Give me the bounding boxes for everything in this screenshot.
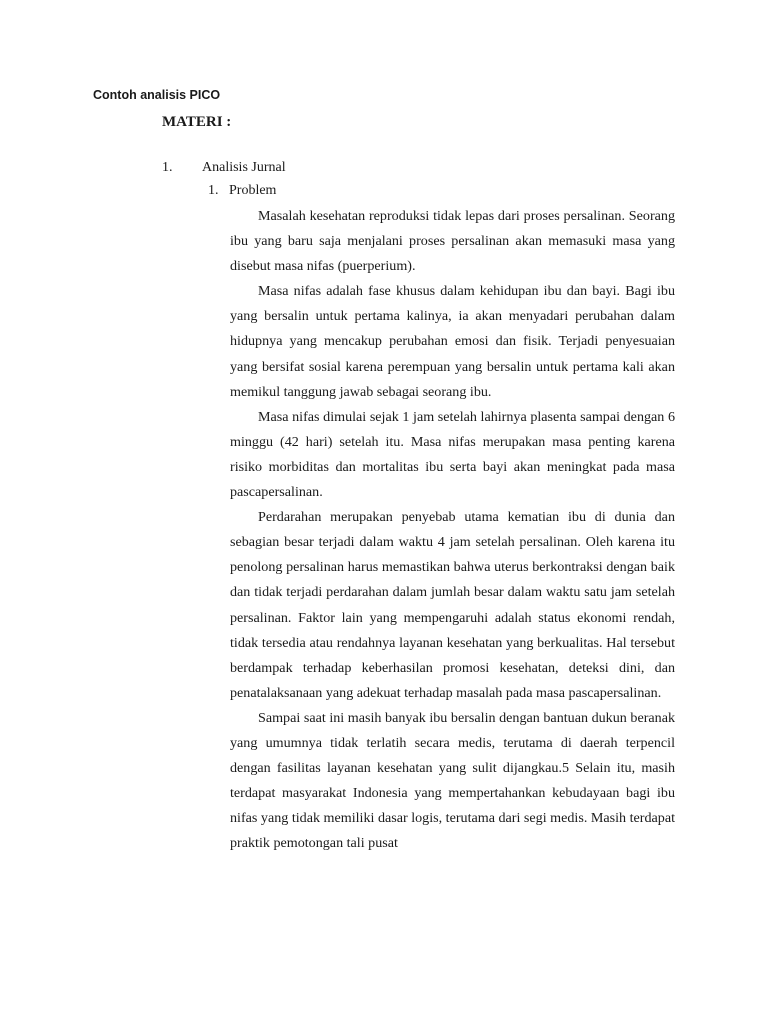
document-heading: Contoh analisis PICO — [93, 88, 221, 102]
paragraph: Masa nifas dimulai sejak 1 jam setelah lahirnya plasenta sampai dengan 6 minggu (42 hari) setelah itu. Masa nifas merupakan masa penting karena risiko morbiditas dan mortalitas ibu serta bayi akan meningkat pada masa pascapersalinan. — [230, 408, 675, 501]
paragraph: Masalah kesehatan reproduksi tidak lepas dari proses persalinan. Seorang ibu yang baru saja menjalani proses persalinan akan memasuki masa yang disebut masa nifas (puerperium). — [230, 208, 675, 275]
sublist-item-number: 1. — [208, 183, 219, 198]
list-item-label: Analisis Jurnal — [202, 160, 286, 175]
paragraph: Perdarahan merupakan penyebab utama kematian ibu di dunia dan sebagian besar terjadi dalam waktu 4 jam setelah persalinan. Oleh karena itu penolong persalinan harus memastikan bahwa uterus berkontraksi dengan baik dan tidak terjadi perdarahan dalam jumlah besar dalam waktu satu jam setelah persalinan. Faktor lain yang mempengaruhi adalah status ekonomi rendah, tidak tersedia atau rendahnya layanan kesehatan yang berkualitas. Hal tersebut berdampak terhadap keberhasilan promosi kesehatan, deteksi dini, dan penatalaksanaan yang adekuat terhadap masalah pada masa pascapersalinan. — [230, 509, 675, 701]
list-item-number: 1. — [162, 160, 173, 175]
paragraph: Sampai saat ini masih banyak ibu bersalin dengan bantuan dukun beranak yang umumnya tidak terlatih secara medis, terutama di daerah terpencil dengan fasilitas layanan kesehatan yang sulit dijangkau.5 Selain itu, masih terdapat masyarakat Indonesia yang mempertahankan kebudayaan bagi ibu nifas yang tidak memiliki dasar logis, terutama dari segi medis. Masih terdapat praktik pemotongan tali pusat — [230, 709, 676, 852]
body-text — [230, 204, 675, 856]
sublist-item-label: Problem — [229, 183, 277, 198]
section-title: MATERI : — [162, 114, 232, 130]
paragraph: Masa nifas adalah fase khusus dalam kehidupan ibu dan bayi. Bagi ibu yang bersalin untuk pertama kalinya, ia akan menyadari perubahan dalam hidupnya yang mencakup perubahan emosi dan fisik. Terjadi penyesuaian yang bersifat sosial karena perempuan yang bersalin untuk pertama kali akan memikul tanggung jawab sebagai seorang ibu. — [230, 283, 675, 400]
